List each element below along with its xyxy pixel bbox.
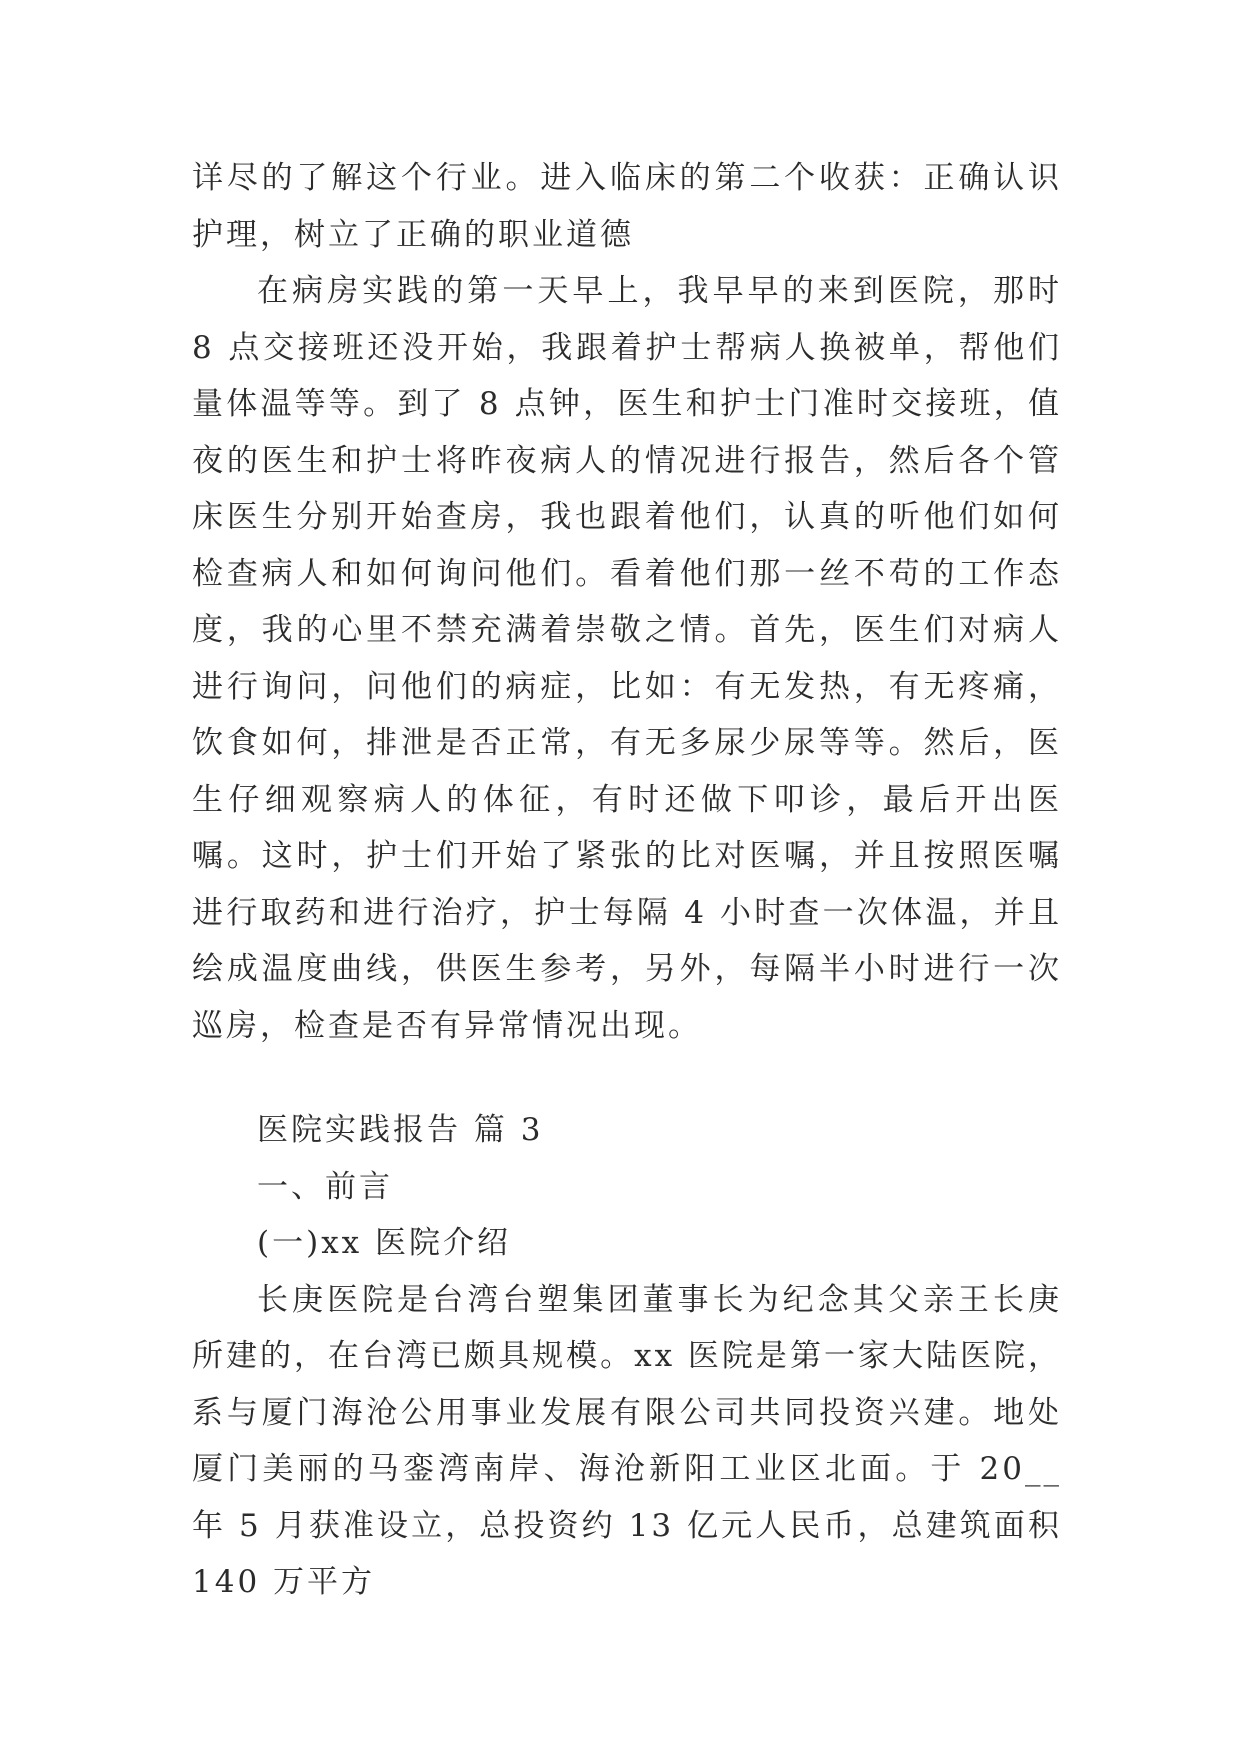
paragraph-continuation: 详尽的了解这个行业。进入临床的第二个收获：正确认识护理，树立了正确的职业道德 [192, 160, 1062, 253]
document-body [192, 150, 1062, 1611]
heading-hospital-intro: (一)xx 医院介绍 [257, 1225, 512, 1261]
paragraph-hospital-intro: 长庚医院是台湾台塑集团董事长为纪念其父亲王长庚所建的，在台湾已颇具规模。xx 医院是第一家大陆医院，系与厦门海沧公用事业发展有限公司共同投资兴建。地处厦门美丽的马銮湾南岸、海沧新阳工业区北面。于 20__年 5 月获准设立，总投资约 13 亿元人民币，总建筑面积 140 万平方 [192, 1281, 1062, 1600]
heading-preface: 一、前言 [257, 1168, 393, 1205]
section-title: 医院实践报告 篇 3 [257, 1112, 544, 1148]
paragraph-ward-practice: 在病房实践的第一天早上，我早早的来到医院，那时 8 点交接班还没开始，我跟着护士帮病人换被单，帮他们量体温等等。到了 8 点钟，医生和护士门准时交接班，值夜的医生和护士将昨夜病人的情况进行报告，然后各个管床医生分别开始查房，我也跟着他们，认真的听他们如何检查病人和如何询问他们。看着他们那一丝不苟的工作态度，我的心里不禁充满着崇敬之情。首先，医生们对病人进行询问，问他们的病症，比如：有无发热，有无疼痛，饮食如何，排泄是否正常，有无多尿少尿等等。然后，医生仔细观察病人的体征，有时还做下叩诊，最后开出医嘱。这时，护士们开始了紧张的比对医嘱，并且按照医嘱进行取药和进行治疗，护士每隔 4 小时查一次体温，并且绘成温度曲线，供医生参考，另外，每隔半小时进行一次巡房，检查是否有异常情况出现。 [192, 273, 1062, 1044]
section-spacer [192, 1054, 1062, 1102]
